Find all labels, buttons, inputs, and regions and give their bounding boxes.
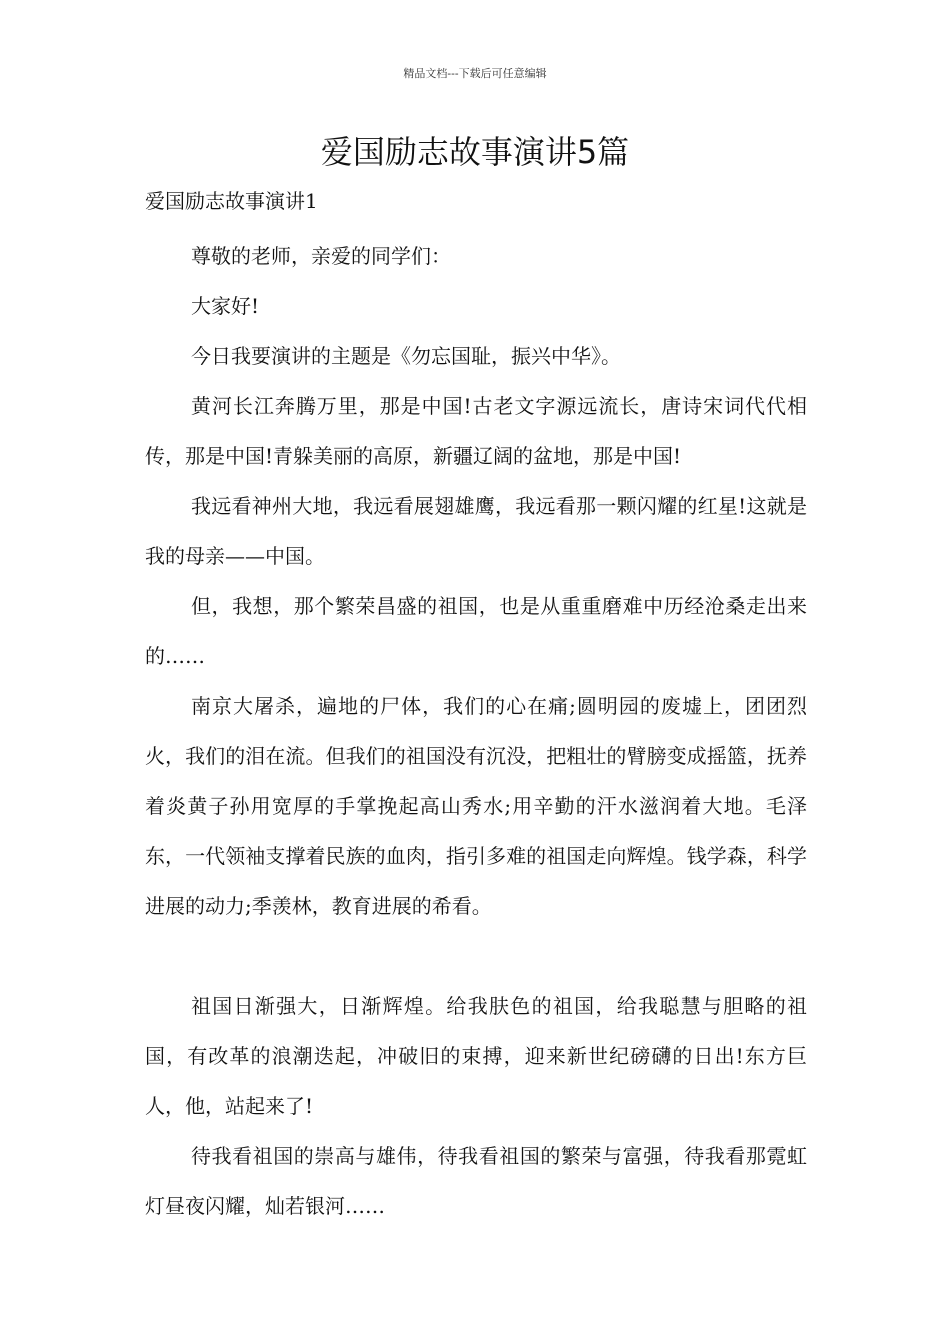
page-header: 精品文档---下载后可任意编辑 (403, 67, 547, 80)
paragraph-rising: 祖国日渐强大，日渐辉煌。给我肤色的祖国，给我聪慧与胆略的祖国，有改革的浪潮迭起，冲破旧的束搏，迎来新世纪磅礴的日出!东方巨人，他，站起来了! (145, 994, 807, 1118)
paragraph-rivers: 黄河长江奔腾万里，那是中国!古老文字源远流长，唐诗宋词代代相传，那是中国!青躲美丽的高原，新疆辽阔的盆地，那是中国! (145, 394, 807, 468)
paragraph-greeting: 尊敬的老师，亲爱的同学们： (191, 244, 451, 268)
paragraph-hardship: 但，我想，那个繁荣昌盛的祖国，也是从重重磨难中历经沧桑走出来的…… (145, 594, 807, 668)
document-title: 爱国励志故事演讲5篇 (320, 133, 630, 171)
document-body (145, 231, 807, 1231)
section-heading: 爱国励志故事演讲1 (145, 189, 318, 213)
paragraph-hello: 大家好! (191, 294, 260, 318)
paragraph-history: 南京大屠杀，遍地的尸体，我们的心在痛;圆明园的废墟上，团团烈火，我们的泪在流。但我们的祖国没有沉没，把粗壮的臂膀变成摇篮，抚养着炎黄子孙用宽厚的手掌挽起高山秀水;用辛勤的汗水滋润着大地。毛泽东，一代领袖支撑着民族的血肉，指引多难的祖国走向辉煌。钱学森，科学进展的动力;季羡林，教育进展的希看。 (145, 694, 807, 918)
paragraph-motherland: 我远看神州大地，我远看展翅雄鹰，我远看那一颗闪耀的红星!这就是我的母亲——中国。 (145, 494, 807, 568)
paragraph-future: 待我看祖国的崇高与雄伟，待我看祖国的繁荣与富强，待我看那霓虹灯昼夜闪耀，灿若银河…… (145, 1144, 807, 1218)
paragraph-topic: 今日我要演讲的主题是《勿忘国耻，振兴中华》。 (191, 344, 621, 368)
